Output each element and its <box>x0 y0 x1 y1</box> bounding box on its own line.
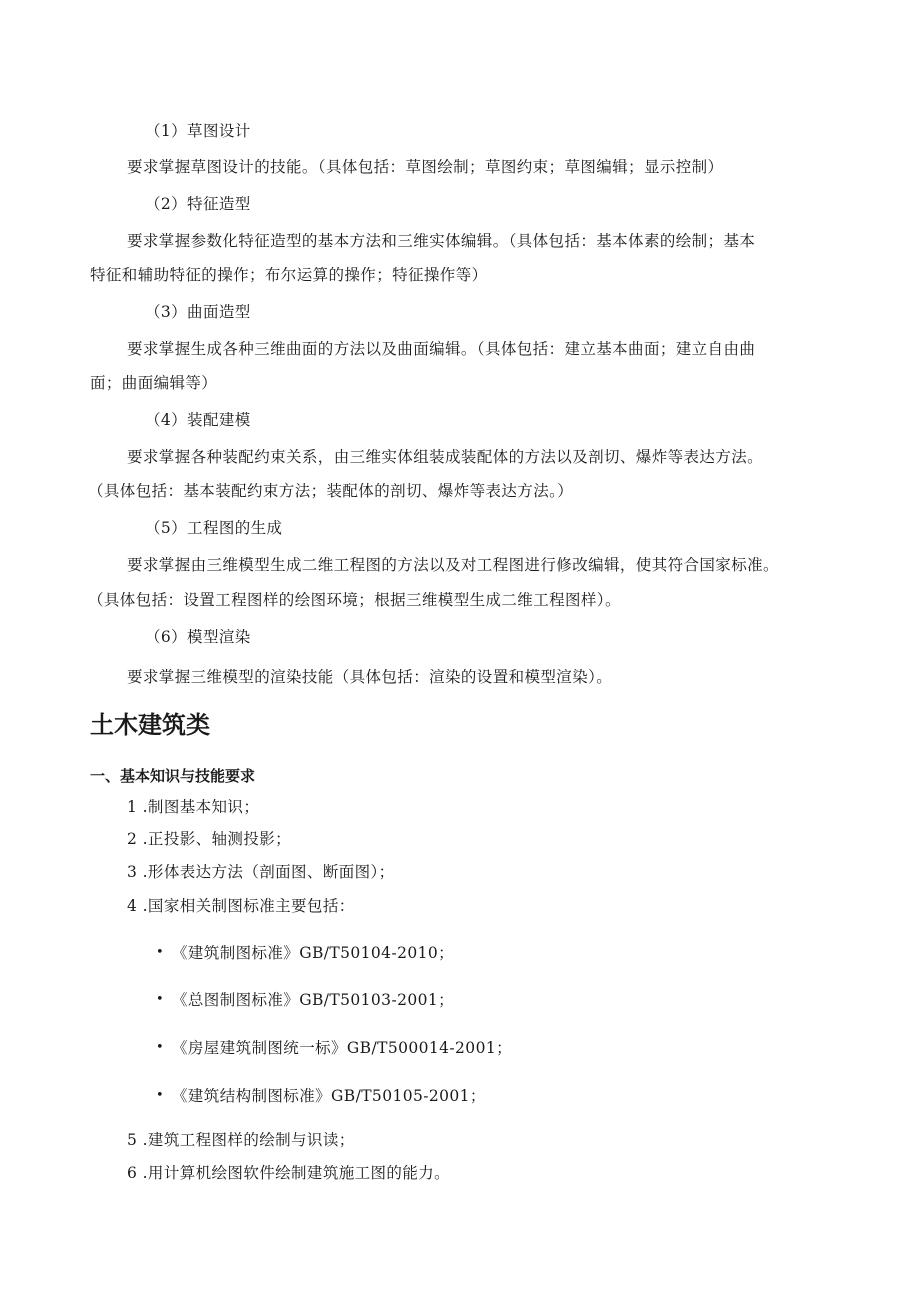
section-title-sketch-design: （1）草图设计 <box>145 122 251 140</box>
standard-item: 《房屋建筑制图统一标》GB/T500014-2001； <box>172 1039 512 1057</box>
paragraph-line: 要求掌握草图设计的技能。（具体包括：草图绘制；草图约束；草图编辑；显示控制） <box>127 158 724 176</box>
paragraph-line: 要求掌握生成各种三维曲面的方法以及曲面编辑。（具体包括：建立基本曲面；建立自由曲 <box>127 340 756 358</box>
bullet-icon: • <box>156 1088 164 1103</box>
standard-item: 《建筑制图标准》GB/T50104-2010； <box>172 944 455 962</box>
list-item: 1 .制图基本知识； <box>127 798 260 816</box>
section-title-assembly-modeling: （4）装配建模 <box>145 411 251 429</box>
requirements-heading: 一、基本知识与技能要求 <box>90 767 256 785</box>
bullet-icon: • <box>156 945 164 960</box>
paragraph-line: 要求掌握三维模型的渲染技能（具体包括：渲染的设置和模型渲染）。 <box>127 668 613 686</box>
paragraph-line: 特征和辅助特征的操作；布尔运算的操作；特征操作等） <box>90 266 488 284</box>
list-item: 5 .建筑工程图样的绘制与识读； <box>127 1131 355 1149</box>
section-title-feature-modeling: （2）特征造型 <box>145 195 251 213</box>
bullet-icon: • <box>156 1040 164 1055</box>
category-title: 土木建筑类 <box>90 711 210 739</box>
paragraph-line: 面；曲面编辑等） <box>90 374 218 392</box>
list-item: 6 .用计算机绘图软件绘制建筑施工图的能力。 <box>127 1164 451 1182</box>
standard-item: 《建筑结构制图标准》GB/T50105-2001； <box>172 1087 486 1105</box>
section-title-drawing-generation: （5）工程图的生成 <box>145 519 283 537</box>
section-title-model-rendering: （6）模型渲染 <box>145 628 251 646</box>
standard-item: 《总图制图标准》GB/T50103-2001； <box>172 991 455 1009</box>
paragraph-line: 要求掌握参数化特征造型的基本方法和三维实体编辑。（具体包括：基本体素的绘制；基本 <box>127 232 756 250</box>
paragraph-line: 要求掌握由三维模型生成二维工程图的方法以及对工程图进行修改编辑，使其符合国家标准。 <box>127 556 779 574</box>
paragraph-line: （具体包括：基本装配约束方法；装配体的剖切、爆炸等表达方法。） <box>88 482 574 500</box>
paragraph-line: （具体包括：设置工程图样的绘图环境；根据三维模型生成二维工程图样）。 <box>88 591 621 609</box>
list-item: 2 .正投影、轴测投影； <box>127 830 292 848</box>
section-title-surface-modeling: （3）曲面造型 <box>145 303 251 321</box>
bullet-icon: • <box>156 992 164 1007</box>
list-item: 3 .形体表达方法（剖面图、断面图）； <box>127 863 395 881</box>
paragraph-line: 要求掌握各种装配约束关系，由三维实体组装成装配体的方法以及剖切、爆炸等表达方法。 <box>127 448 764 466</box>
list-item: 4 .国家相关制图标准主要包括： <box>127 897 355 915</box>
